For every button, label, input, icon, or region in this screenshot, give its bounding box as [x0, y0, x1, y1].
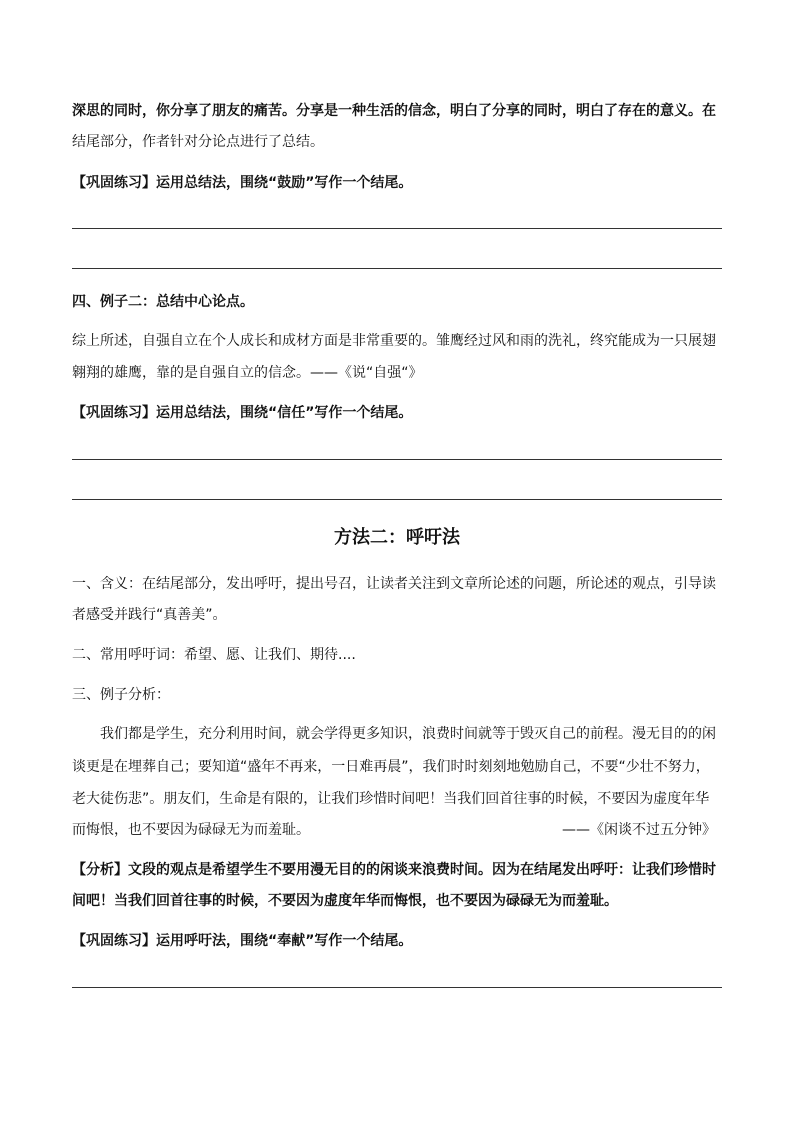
- practice-prompt: 【巩固练习】运用总结法，围绕“鼓励”写作一个结尾。: [72, 175, 413, 191]
- paragraph-line: 而悔恨，也不要因为碌碌无为而羞耻。: [72, 822, 310, 838]
- method-title: 方法二：呼吁法: [334, 527, 460, 548]
- paragraph-line: 我们都是学生，充分利用时间，就会学得更多知识，浪费时间就等于毁灭自己的前程。漫无目的的闲: [100, 726, 716, 742]
- section-heading: 四、例子二：总结中心论点。: [72, 294, 254, 310]
- paragraph-line: 谈更是在埋葬自己；要知道“盛年不再来，一日难再晨”，我们时时刻刻地勉励自己，不要“少壮不努力，: [72, 759, 710, 775]
- analysis-line: 【分析】文段的观点是希望学生不要用漫无目的的闲谈来浪费时间。因为在结尾发出呼吁：让我们珍惜时: [72, 862, 716, 878]
- paragraph-line: 翱翔的雄鹰，靠的是自强自立的信念。——《说“自强“》: [72, 365, 423, 381]
- paragraph-line: 结尾部分，作者针对分论点进行了总结。: [72, 134, 324, 150]
- paragraph-line: 一、含义：在结尾部分，发出呼吁，提出号召，让读者关注到文章所论述的问题，所论述的观点，引导读: [72, 576, 716, 592]
- answer-line[interactable]: [72, 459, 722, 460]
- paragraph-line: 二、常用呼吁词：希望、愿、让我们、期待....: [72, 647, 356, 663]
- paragraph-line: 深思的同时，你分享了朋友的痛苦。分享是一种生活的信念，明白了分享的同时，明白了存在的意义。在: [72, 103, 716, 119]
- paragraph-line: 老大徒伤悲”。朋友们，生命是有限的，让我们珍惜时间吧！当我们回首往事的时候，不要因为虚度年华: [72, 791, 710, 807]
- paragraph-line: 者感受并践行“真善美”。: [72, 607, 227, 623]
- paragraph-line: 综上所述，自强自立在个人成长和成材方面是非常重要的。雏鹰经过风和雨的洗礼，终究能成为一只展翅: [72, 333, 716, 349]
- practice-prompt: 【巩固练习】运用总结法，围绕“信任”写作一个结尾。: [72, 405, 413, 421]
- analysis-line: 间吧！当我们回首往事的时候，不要因为虚度年华而悔恨，也不要因为碌碌无为而羞耻。: [72, 893, 618, 909]
- source-citation: ——《闲谈不过五分钟》: [562, 822, 716, 838]
- answer-line[interactable]: [72, 987, 722, 988]
- practice-prompt: 【巩固练习】运用呼吁法，围绕“奉献”写作一个结尾。: [72, 933, 413, 949]
- section-heading: 三、例子分析：: [72, 687, 170, 703]
- answer-line[interactable]: [72, 499, 722, 500]
- answer-line[interactable]: [72, 268, 722, 269]
- answer-line[interactable]: [72, 228, 722, 229]
